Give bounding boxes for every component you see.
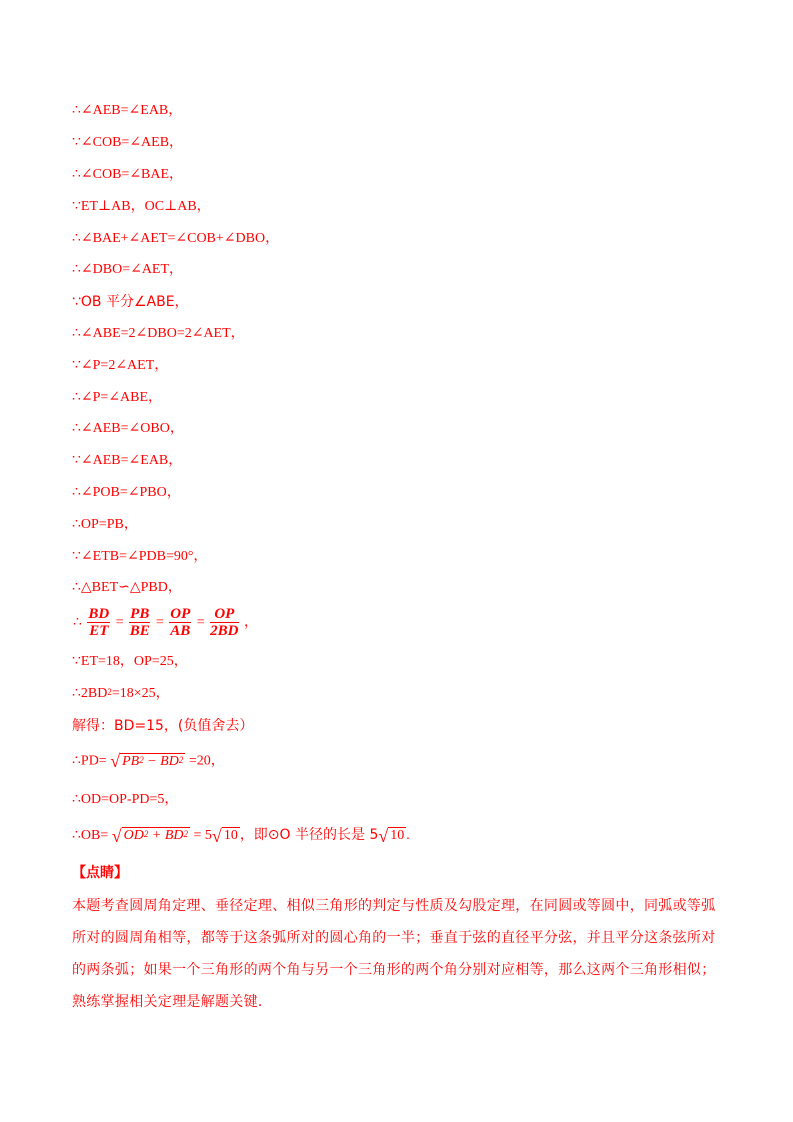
ob-equation: ∴OB= √ $OD^2 + BD^2 = 5√$ 10 ，即⊙O 半径的长是 5√ 10 .: [72, 825, 410, 846]
proof-step-11: ∴∠AEB=∠OBO，: [72, 421, 184, 436]
therefore-symbol: ∴: [73, 614, 82, 630]
sqrt-10: √ 10: [211, 825, 238, 846]
given-values: ∵ET=18，OP=25，: [72, 654, 188, 669]
proof-step-15: ∵∠ETB=∠PDB=90°，: [72, 549, 208, 564]
square-equation: $\therefore 2BD^2=18\times 25$，: [72, 686, 170, 701]
proof-step-6: ∴∠DBO=∠AET，: [72, 262, 184, 277]
solve-result: 解得：BD=15，(负值舍去）: [72, 718, 254, 734]
sqrt-od-bd: √ $OD^2 + BD^2$: [111, 825, 189, 846]
ratio-equation: ∴ $\frac{BD}{ET}$ = $\frac{PB}{BE}$ = $\frac{OP}{AB}$ = $\frac{OP}{2BD}$ ，: [73, 606, 258, 639]
pd-equation: ∴PD= √ $PB^2 - BD^2 =20$，: [72, 751, 225, 771]
proof-step-13: ∴∠POB=∠PBO，: [72, 485, 181, 500]
proof-step-2: ∵∠COB=∠AEB，: [72, 135, 184, 150]
proof-step-1: ∴∠AEB=∠EAB，: [72, 103, 183, 118]
proof-step-8: ∴∠ABE=2∠DBO=2∠AET，: [72, 326, 245, 341]
comment-paragraph: 本题考查圆周角定理、垂径定理、相似三角形的判定与性质及勾股定理，在同圆或等圆中，同弧或等弧所对的圆周角相等，都等于这条弧所对的圆心角的一半；垂直于弦的直径平分弦，并且平分这条弦所对的两条弧；如果一个三角形的两个角与另一个三角形的两个角分别对应相等，那么这两个三角形相似；熟练掌握相关定理是解题关键．: [72, 898, 716, 1010]
proof-step-12: ∵∠AEB=∠EAB，: [72, 453, 183, 468]
comment-heading: 【点睛】: [72, 865, 128, 881]
proof-step-9: ∵∠P=2∠AET，: [72, 358, 169, 373]
proof-step-14: ∴OP=PB，: [72, 517, 138, 532]
proof-step-5: ∴∠BAE+∠AET=∠COB+∠DBO，: [72, 231, 280, 246]
proof-step-7: ∵OB 平分∠ABE，: [72, 294, 189, 310]
proof-step-4: ∵ET⊥AB，OC⊥AB，: [72, 199, 211, 214]
fraction-op-2bd: $\frac{OP}{2BD}$: [210, 606, 239, 639]
proof-step-10: ∴∠P=∠ABE，: [72, 390, 163, 405]
fraction-bd-et: $\frac{BD}{ET}$: [88, 606, 110, 639]
proof-step-16: ∴△BET∽△PBD，: [72, 580, 182, 595]
proof-step-3: ∴∠COB=∠BAE，: [72, 167, 184, 182]
sqrt-10-answer: √ 10: [378, 825, 405, 846]
fraction-pb-be: $\frac{PB}{BE}$: [129, 606, 150, 639]
sqrt-pb-bd: √ $PB^2 - BD^2$: [110, 751, 184, 771]
fraction-op-ab: $\frac{OP}{AB}$: [170, 606, 191, 639]
od-equation: ∴OD=OP-PD=5，: [72, 792, 179, 807]
